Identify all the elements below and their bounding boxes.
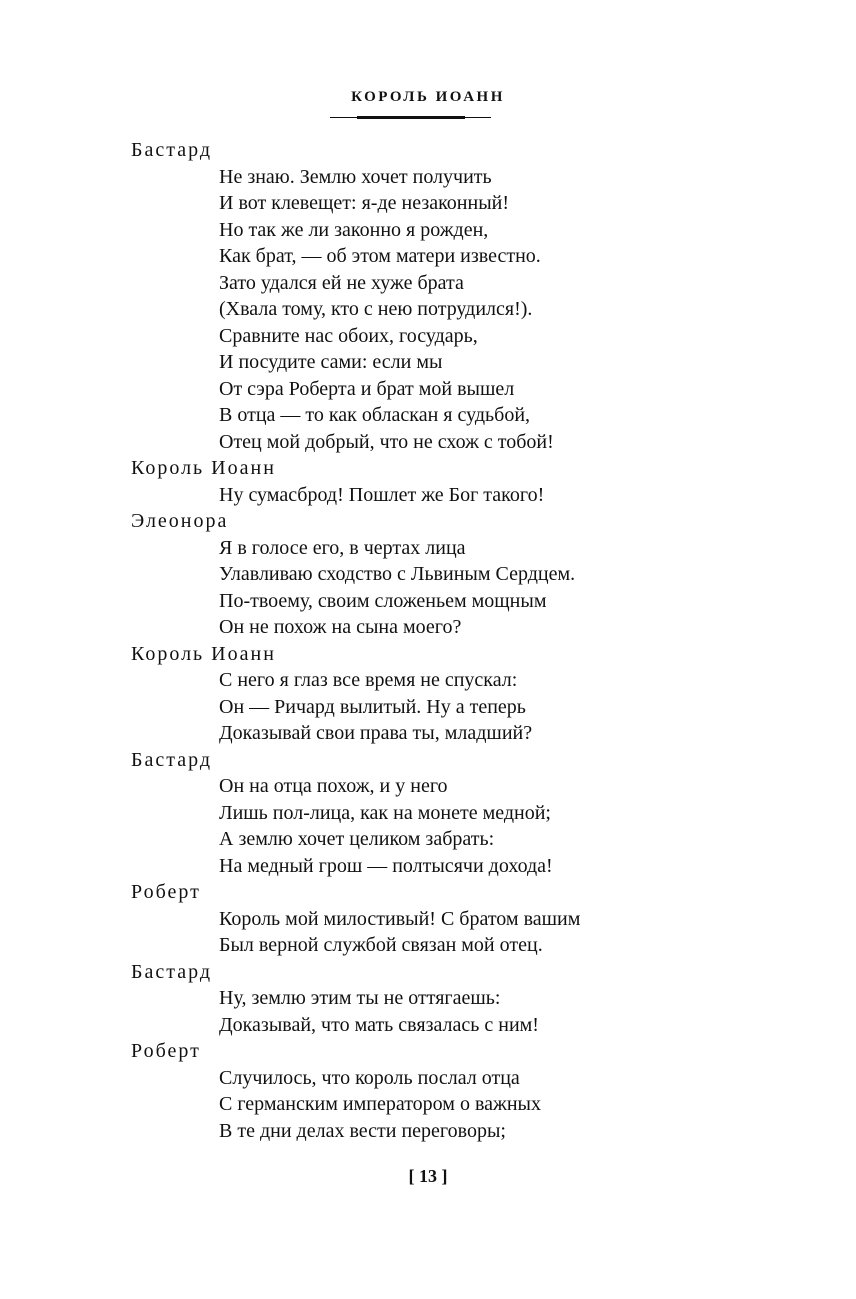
speaker-name: Бастард — [131, 139, 213, 161]
verse-line: Я в голосе его, в чертах лица — [219, 536, 466, 559]
speech-block — [0, 1038, 856, 1144]
running-head: КОРОЛЬ ИОАНН — [351, 89, 505, 105]
verse-line: Доказывай, что мать связалась с ним! — [219, 1013, 539, 1036]
speaker-name: Бастард — [131, 748, 213, 771]
speech-block — [0, 879, 856, 959]
speaker-name: Роберт — [131, 1040, 201, 1062]
verse-line: Ну, землю этим ты не оттягаешь: — [219, 987, 501, 1009]
verse-line: По-твоему, своим сложеньем мощным — [219, 589, 547, 612]
speaker-name: Роберт — [131, 881, 201, 903]
speech-block — [0, 641, 856, 747]
speech-block — [0, 747, 856, 880]
page-number-value: 13 — [419, 1166, 437, 1186]
verse-line: От сэра Роберта и брат мой вышел — [219, 377, 515, 400]
page-number-bracket-close: ] — [441, 1166, 448, 1186]
verse-line: И вот клевещет: я-де незаконный! — [219, 192, 509, 214]
verse-line: В отца — то как обласкан я судьбой, — [219, 404, 531, 426]
speaker-name: Бастард — [131, 960, 213, 983]
verse-line: Но так же ли законно я рожден, — [219, 218, 489, 241]
verse-line: (Хвала тому, кто с нею потрудился!). — [219, 298, 533, 320]
speech-block — [0, 455, 856, 508]
speech-block — [0, 959, 856, 1039]
play-text — [0, 137, 856, 1144]
verse-line: Король мой милостивый! С братом вашим — [219, 907, 581, 930]
verse-line: Был верной службой связан мой отец. — [219, 934, 543, 956]
verse-line: Улавливаю сходство с Львиным Сердцем. — [219, 563, 576, 585]
verse-line: С него я глаз все время не спускал: — [219, 669, 518, 691]
verse-line: В те дни делах вести переговоры; — [219, 1119, 506, 1142]
header-rule-accent — [357, 116, 465, 119]
verse-line: Доказывай свои права ты, младший? — [219, 722, 533, 744]
page-number-bracket-open: [ — [408, 1166, 415, 1186]
verse-line: На медный грош — полтысячи дохода! — [219, 854, 553, 877]
verse-line: С германским императором о важных — [219, 1093, 541, 1115]
page-number — [0, 1166, 856, 1187]
verse-line: И посудите сами: если мы — [219, 351, 443, 373]
verse-line: Не знаю. Землю хочет получить — [219, 165, 492, 188]
speaker-name: Элеонора — [131, 510, 229, 532]
speaker-name: Король Иоанн — [131, 457, 276, 479]
speech-block — [0, 137, 856, 455]
verse-line: Он — Ричард вылитый. Ну а теперь — [219, 695, 526, 718]
verse-line: Отец мой добрый, что не схож с тобой! — [219, 430, 554, 453]
verse-line: Он на отца похож, и у него — [219, 775, 448, 797]
speaker-name: Король Иоанн — [131, 642, 276, 665]
verse-line: Ну сумасброд! Пошлет же Бог такого! — [219, 483, 545, 506]
verse-line: Он не похож на сына моего? — [219, 616, 462, 638]
verse-line: Как брат, — об этом матери известно. — [219, 245, 541, 267]
speech-block — [0, 508, 856, 641]
verse-line: Случилось, что король послал отца — [219, 1066, 520, 1089]
verse-line: Зато удался ей не хуже брата — [219, 271, 464, 294]
verse-line: А землю хочет целиком забрать: — [219, 828, 495, 850]
verse-line: Сравните нас обоих, государь, — [219, 324, 478, 347]
verse-line: Лишь пол-лица, как на монете медной; — [219, 801, 551, 824]
